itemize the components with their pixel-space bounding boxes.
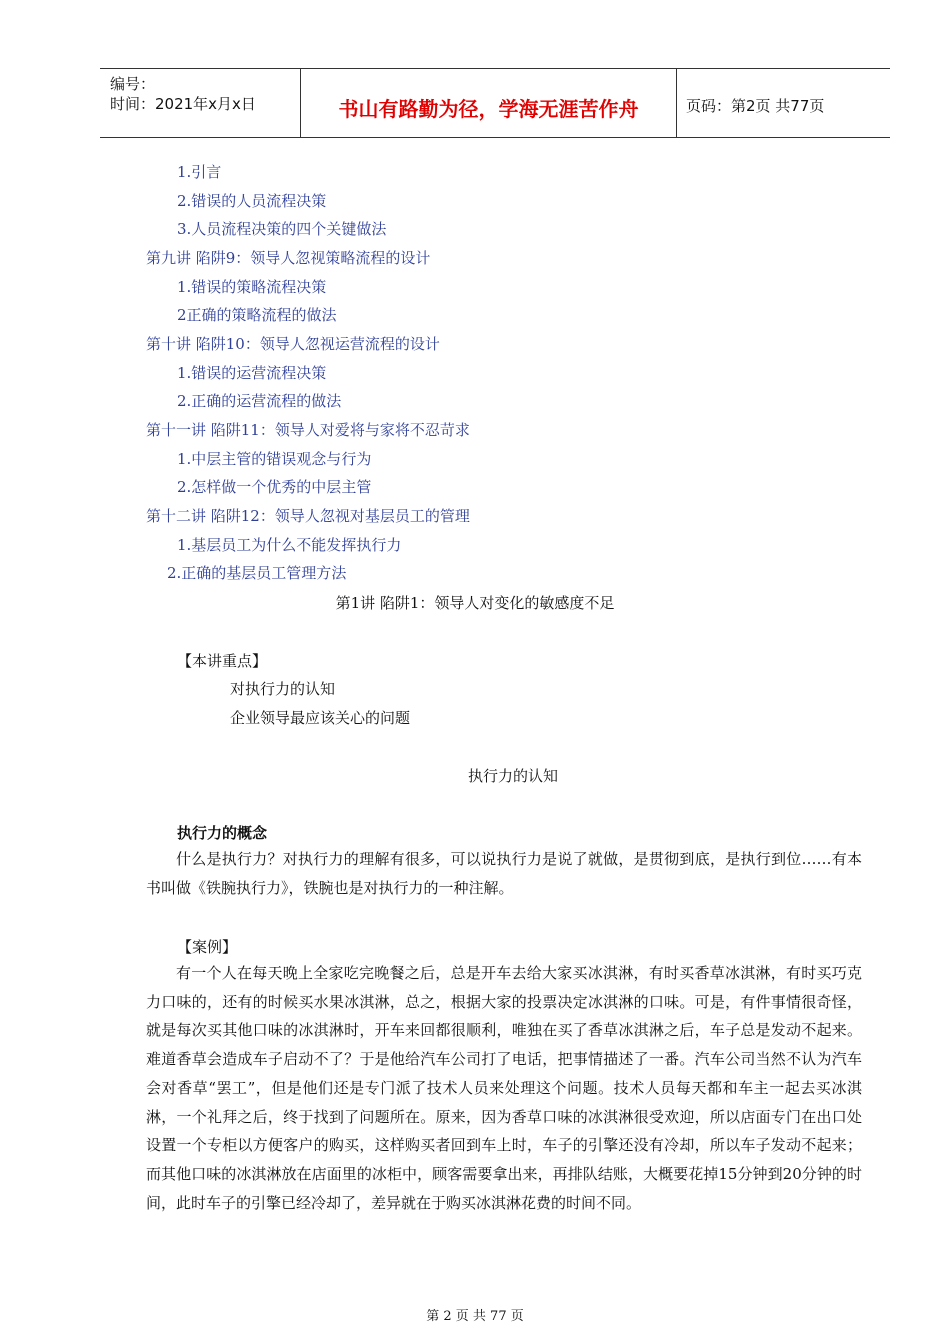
focus-item: 企业领导最应该关心的问题	[230, 709, 411, 727]
toc-item[interactable]: 2.正确的运营流程的做法	[177, 392, 342, 410]
concept-paragraph: 什么是执行力？对执行力的理解有很多，可以说执行力是说了就做，是贯彻到底，是执行到位……有本书叫做《铁腕执行力》，铁腕也是对执行力的一种注解。	[146, 850, 862, 897]
header-motto-cell	[300, 69, 677, 137]
case-paragraph: 有一个人在每天晚上全家吃完晚餐之后，总是开车去给大家买冰淇淋，有时买香草冰淇淋，有时买巧克力口味的，还有的时候买水果冰淇淋，总之，根据大家的投票决定冰淇淋的口味。可是，有件事情很奇怪，就是每次买其他口味的冰淇淋时，开车来回都很顺利，唯独在买了香草冰淇淋之后，车子总是发动不起来。难道香草会造成车子启动不了？于是他给汽车公司打了电话，把事情描述了一番。汽车公司当然不认为汽车会对香草“罢工”，但是他们还是专门派了技术人员来处理这个问题。技术人员每天都和车主一起去买冰淇淋，一个礼拜之后，终于找到了问题所在。原来，因为香草口味的冰淇淋很受欢迎，所以店面专门在出口处设置一个专柜以方便客户的购买，这样购买者回到车上时，车子的引擎还没有冷却，所以车子发动不起来；而其他口味的冰淇淋放在店面里的冰柜中，顾客需要拿出来，再排队结账，大概要花掉15分钟到20分钟的时间，此时车子的引擎已经冷却了，差异就在于购买冰淇淋花费的时间不同。	[146, 964, 862, 1212]
toc-lecture-heading[interactable]: 第十二讲 陷阱12：领导人忽视对基层员工的管理	[146, 507, 470, 525]
document-time-label: 时间：2021年x月x日	[110, 95, 256, 113]
header-meta-cell	[100, 69, 300, 137]
focus-label: 【本讲重点】	[177, 652, 268, 670]
concept-heading: 执行力的概念	[177, 824, 268, 842]
toc-item[interactable]: 1.中层主管的错误观念与行为	[177, 450, 372, 468]
toc-lecture-heading[interactable]: 第十讲 陷阱10：领导人忽视运营流程的设计	[146, 335, 440, 353]
toc-item[interactable]: 2.错误的人员流程决策	[177, 192, 327, 210]
toc-item[interactable]: 1.错误的策略流程决策	[177, 278, 327, 296]
document-number-label: 编号：	[110, 75, 156, 93]
toc-lecture-heading[interactable]: 第九讲 陷阱9：领导人忽视策略流程的设计	[146, 249, 431, 267]
toc-item[interactable]: 2.怎样做一个优秀的中层主管	[177, 478, 372, 496]
page-footer: 第 2 页 共 77 页	[426, 1309, 524, 1324]
toc-item[interactable]: 3.人员流程决策的四个关键做法	[177, 220, 387, 238]
page-header	[100, 68, 890, 138]
toc-item[interactable]: 1.错误的运营流程决策	[177, 364, 327, 382]
case-label: 【案例】	[177, 938, 238, 956]
toc-item[interactable]: 2.正确的基层员工管理方法	[167, 564, 347, 582]
section-title: 执行力的认知	[467, 767, 558, 785]
header-page-cell	[676, 69, 890, 137]
header-page-label: 页码：第2页 共77页	[686, 97, 825, 115]
header-motto: 书山有路勤为径，学海无涯苦作舟	[338, 97, 639, 121]
focus-item: 对执行力的认知	[230, 680, 336, 698]
toc-item[interactable]: 1.基层员工为什么不能发挥执行力	[177, 536, 402, 554]
lecture-title: 第1讲 陷阱1：领导人对变化的敏感度不足	[335, 594, 615, 612]
toc-item[interactable]: 1.引言	[177, 163, 222, 181]
toc-lecture-heading[interactable]: 第十一讲 陷阱11：领导人对爱将与家将不忍苛求	[146, 421, 470, 439]
toc-item[interactable]: 2正确的策略流程的做法	[177, 306, 337, 324]
